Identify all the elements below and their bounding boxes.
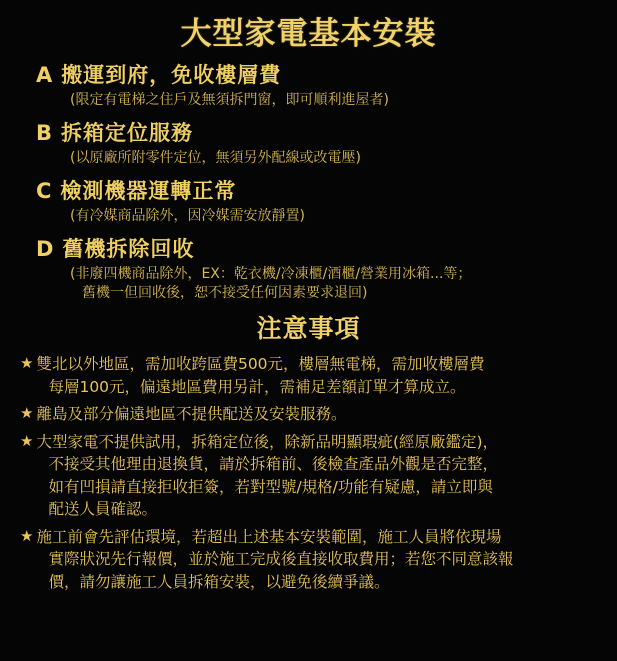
service-item-a-title: 搬運到府，免收樓層費	[61, 63, 282, 87]
service-item-d-note-line1: (非廢四機商品除外，EX：乾衣機/冷凍櫃/酒櫃/營業用冰箱...等；	[70, 265, 472, 282]
service-item-d-note-line2: 舊機一但回收後，恕不接受任何因素要求退回)	[82, 284, 368, 301]
notice-item-3-line1: 大型家電不提供試用，拆箱定位後，除新品明顯瑕疵(經原廠鑑定)，	[36, 432, 499, 451]
service-item-d-note	[36, 265, 607, 303]
star-icon: ★	[20, 404, 34, 423]
notice-section-title: 注意事項	[256, 314, 361, 344]
notice-list	[10, 353, 607, 593]
service-item-c-note: (有冷媒商品除外，因冷媒需安放靜置)	[70, 207, 305, 224]
service-item-b-letter: B	[36, 120, 53, 145]
notice-item-1	[20, 353, 601, 398]
service-item-c-heading	[36, 175, 607, 205]
notice-item-4	[20, 526, 601, 593]
service-item-a-note: (限定有電梯之住戶及無須拆門窗，即可順利進屋者)	[70, 92, 389, 108]
star-icon: ★	[20, 526, 34, 545]
notice-item-1-text	[36, 353, 601, 398]
service-item-b-note: (以原廠所附零件定位，無須另外配線或改電壓)	[70, 149, 361, 166]
service-item-c-letter: C	[36, 178, 52, 203]
notice-item-3-text	[36, 431, 601, 521]
service-item-b-heading	[36, 117, 607, 147]
notice-item-1-line1: 雙北以外地區，需加收跨區費500元，樓層無電梯，需加收樓層費	[36, 355, 485, 374]
service-item-d-heading	[36, 233, 607, 263]
notice-item-3-line4: 配送人員確認。	[48, 500, 157, 519]
notice-item-3-line3: 如有凹損請直接拒收拒簽，若對型號/規格/功能有疑慮，請立即與	[48, 477, 493, 496]
notice-item-1-line2: 每層100元，偏遠地區費用另計，需補足差額訂單才算成立。	[48, 377, 466, 396]
service-item-d-letter: D	[36, 236, 54, 261]
notice-item-4-text	[36, 526, 601, 593]
service-item-c	[10, 175, 607, 226]
star-icon: ★	[20, 354, 34, 373]
service-item-d-title: 舊機拆除回收	[62, 236, 195, 261]
notice-item-4-line1: 施工前會先評估環境，若超出上述基本安裝範圍，施工人員將依現場	[36, 527, 502, 546]
service-item-b-title: 拆箱定位服務	[61, 120, 194, 145]
service-item-a	[10, 59, 607, 110]
notice-item-2-line1: 離島及部分偏遠地區不提供配送及安裝服務。	[36, 405, 347, 424]
service-item-c-title: 檢測機器運轉正常	[60, 178, 237, 203]
notice-item-4-line2: 實際狀況先行報價，並於施工完成後直接收取費用；若您不同意該報	[48, 550, 514, 569]
notice-item-3-line2: 不接受其他理由退換貨，請於拆箱前、後檢查產品外觀是否完整，	[48, 455, 498, 474]
notice-item-2	[20, 403, 601, 425]
page-title: 大型家電基本安裝	[180, 16, 437, 52]
service-item-b	[10, 117, 607, 168]
star-icon: ★	[20, 431, 34, 450]
service-item-a-letter: A	[36, 63, 53, 87]
notice-item-2-text	[36, 403, 601, 425]
notice-item-4-line3: 價，請勿讓施工人員拆箱安裝，以避免後續爭議。	[48, 572, 390, 591]
service-item-a-heading	[36, 59, 607, 89]
notice-item-3	[20, 431, 601, 521]
service-item-d	[10, 233, 607, 303]
